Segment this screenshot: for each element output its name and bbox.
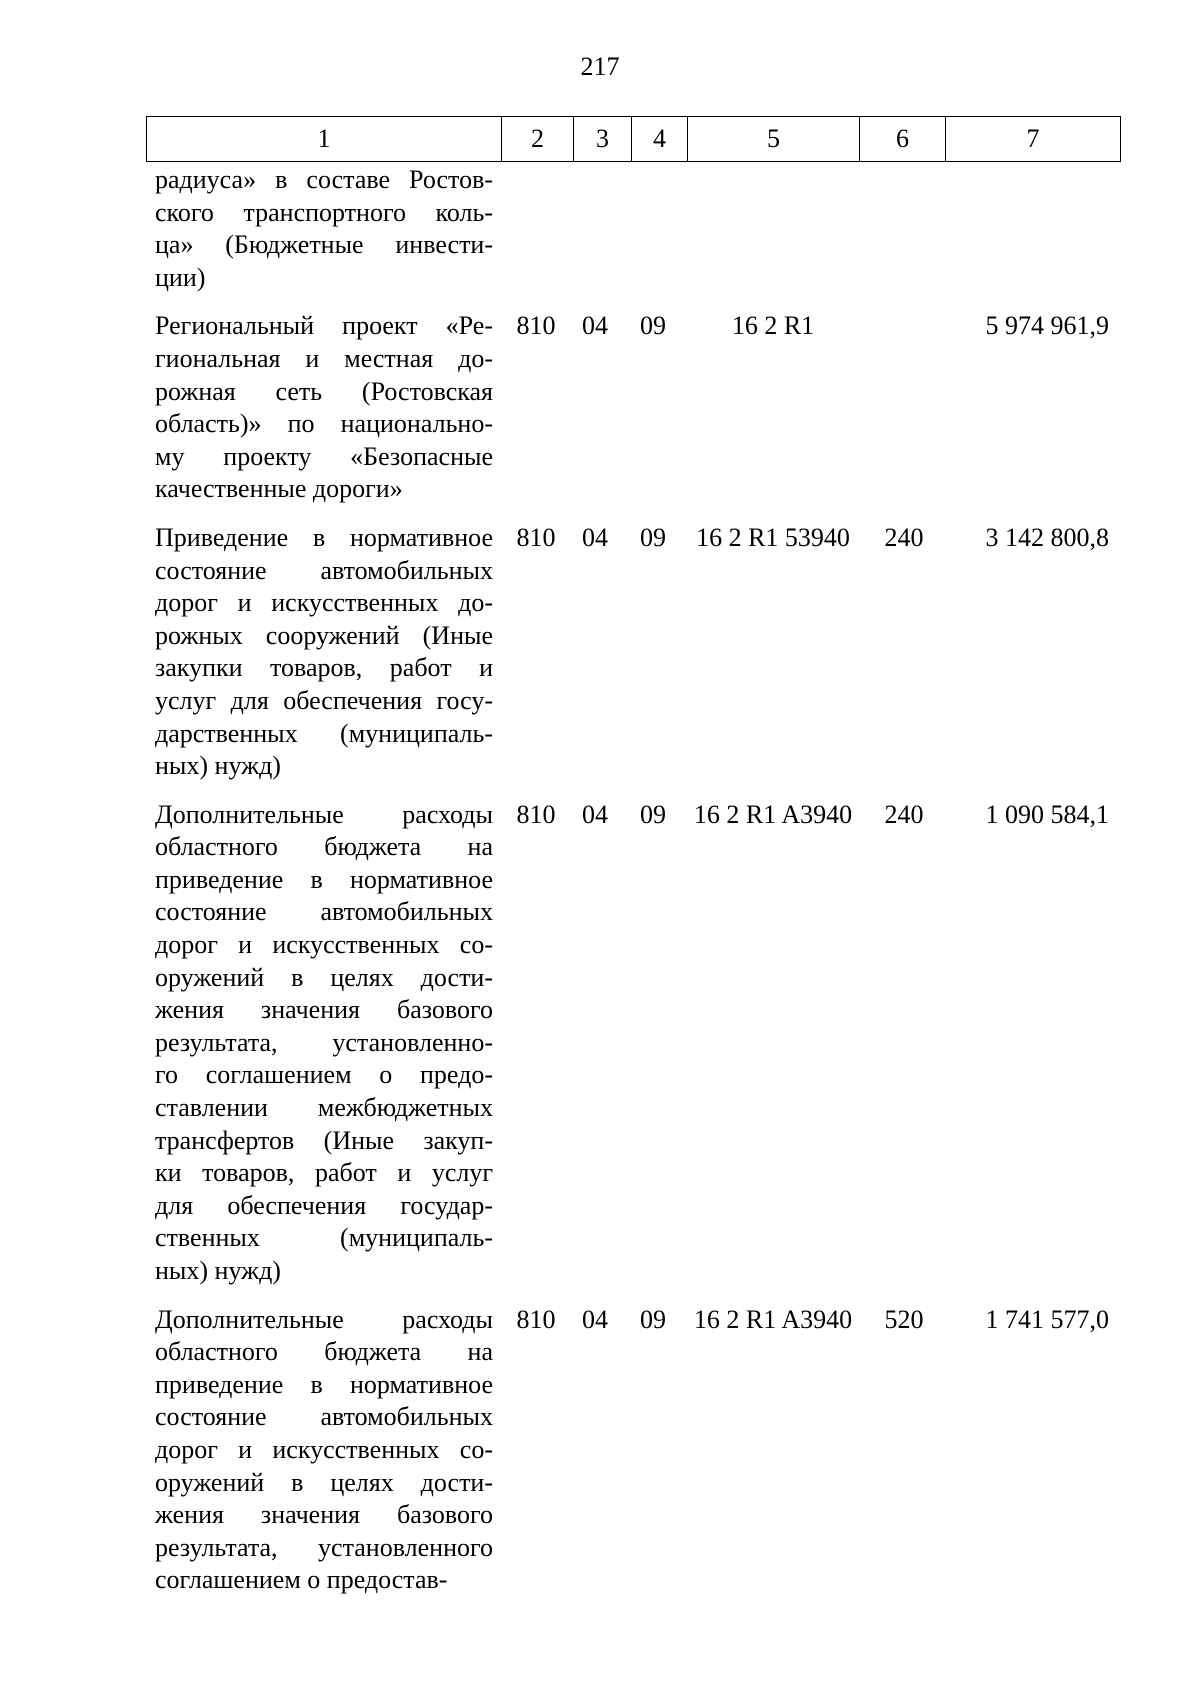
header-col-7: 7 [946,117,1121,162]
amount-cell: 5 974 961,9 [985,311,1109,341]
description-line: результата, установленного [155,1532,493,1562]
header-col-5: 5 [688,117,860,162]
ministry-code-cell: 810 [516,311,556,341]
description-line: качественные дороги» [155,474,403,504]
description-line: результата, установленно- [155,1027,493,1057]
description-line: ных) нужд) [155,751,281,781]
target-article-code-cell: 16 2 R1 A3940 [693,799,853,829]
description-line: рожных сооружений (Иные [155,620,493,650]
ministry-code-cell: 810 [516,799,556,829]
target-article-code-cell: 16 2 R1 53940 [696,522,850,552]
description-line: Приведение в нормативное [155,522,493,552]
header-col-1: 1 [147,117,502,162]
description-line: дорог и искусственных со- [155,1434,493,1464]
ministry-code-cell: 810 [516,1304,556,1334]
table-row [155,164,493,294]
subsection-code-cell: 09 [640,311,666,341]
description-line: приведение в нормативное [155,864,493,894]
description-line: ции) [155,262,206,292]
description-line: дорог и искусственных со- [155,930,493,960]
table-row [155,310,1109,506]
description-line: состояние автомобильных [155,555,493,585]
description-line: дорог и искусственных до- [155,588,493,618]
table-body [155,164,1109,1613]
description-line: му проекту «Безопасные [155,441,493,471]
target-article-code-cell: 16 2 R1 [731,311,815,341]
description-line: ского транспортного коль- [155,197,493,227]
description-line: закупки товаров, работ и [155,653,493,683]
description-line: областного бюджета на [155,832,493,862]
section-code-cell: 04 [582,1304,608,1334]
description-line: дарственных (муниципаль- [155,718,493,748]
description-line: трансфертов (Иные закуп- [155,1125,493,1155]
description-line: гиональная и местная до- [155,343,493,373]
section-code-cell: 04 [582,522,608,552]
amount-cell: 1 090 584,1 [985,799,1109,829]
description-line: состояние автомобильных [155,1402,493,1432]
subsection-code-cell: 09 [640,1304,666,1334]
section-code-cell: 04 [582,311,608,341]
expense-type-code-cell: 520 [884,1304,924,1334]
description-line: ставлении межбюджетных [155,1093,493,1123]
expense-type-code-cell: 240 [884,522,924,552]
amount-cell: 3 142 800,8 [985,522,1109,552]
amount-cell: 1 741 577,0 [985,1304,1109,1334]
description-line: ца» (Бюджетные инвести- [155,230,493,260]
description-line: областного бюджета на [155,1337,493,1367]
description-line: оружений в целях дости- [155,1467,493,1497]
table-row [155,1304,1109,1597]
row-description [155,164,493,294]
ministry-code-cell: 810 [516,522,556,552]
description-line: состояние автомобильных [155,897,493,927]
table-header [146,116,1121,162]
description-line: рожная сеть (Ростовская [155,376,493,406]
header-col-6: 6 [860,117,946,162]
row-description [155,799,493,1288]
table-row [155,522,1109,783]
header-col-3: 3 [574,117,632,162]
row-description [155,310,493,506]
description-line: для обеспечения государ- [155,1190,493,1220]
description-line: Дополнительные расходы [155,799,493,829]
description-line: жения значения базового [155,1500,493,1530]
subsection-code-cell: 09 [640,522,666,552]
subsection-code-cell: 09 [640,799,666,829]
description-line: приведение в нормативное [155,1369,493,1399]
description-line: го соглашением о предо- [155,1060,493,1090]
section-code-cell: 04 [582,799,608,829]
description-line: ственных (муниципаль- [155,1223,493,1253]
table-row [155,799,1109,1288]
description-line: оружений в целях дости- [155,962,493,992]
description-line: ки товаров, работ и услуг [155,1158,493,1188]
row-description [155,522,493,783]
description-line: соглашением о предостав- [155,1565,448,1595]
description-line: Дополнительные расходы [155,1304,493,1334]
description-line: область)» по национально- [155,409,493,439]
row-description [155,1304,493,1597]
page-number: 217 [580,52,620,81]
target-article-code-cell: 16 2 R1 A3940 [693,1304,853,1334]
description-line: жения значения базового [155,995,493,1025]
header-col-4: 4 [632,117,688,162]
description-line: услуг для обеспечения госу- [155,685,493,715]
expense-type-code-cell: 240 [884,799,924,829]
description-line: Региональный проект «Ре- [155,311,493,341]
header-col-2: 2 [502,117,574,162]
description-line: радиуса» в составе Ростов- [155,165,493,194]
description-line: ных) нужд) [155,1256,281,1285]
